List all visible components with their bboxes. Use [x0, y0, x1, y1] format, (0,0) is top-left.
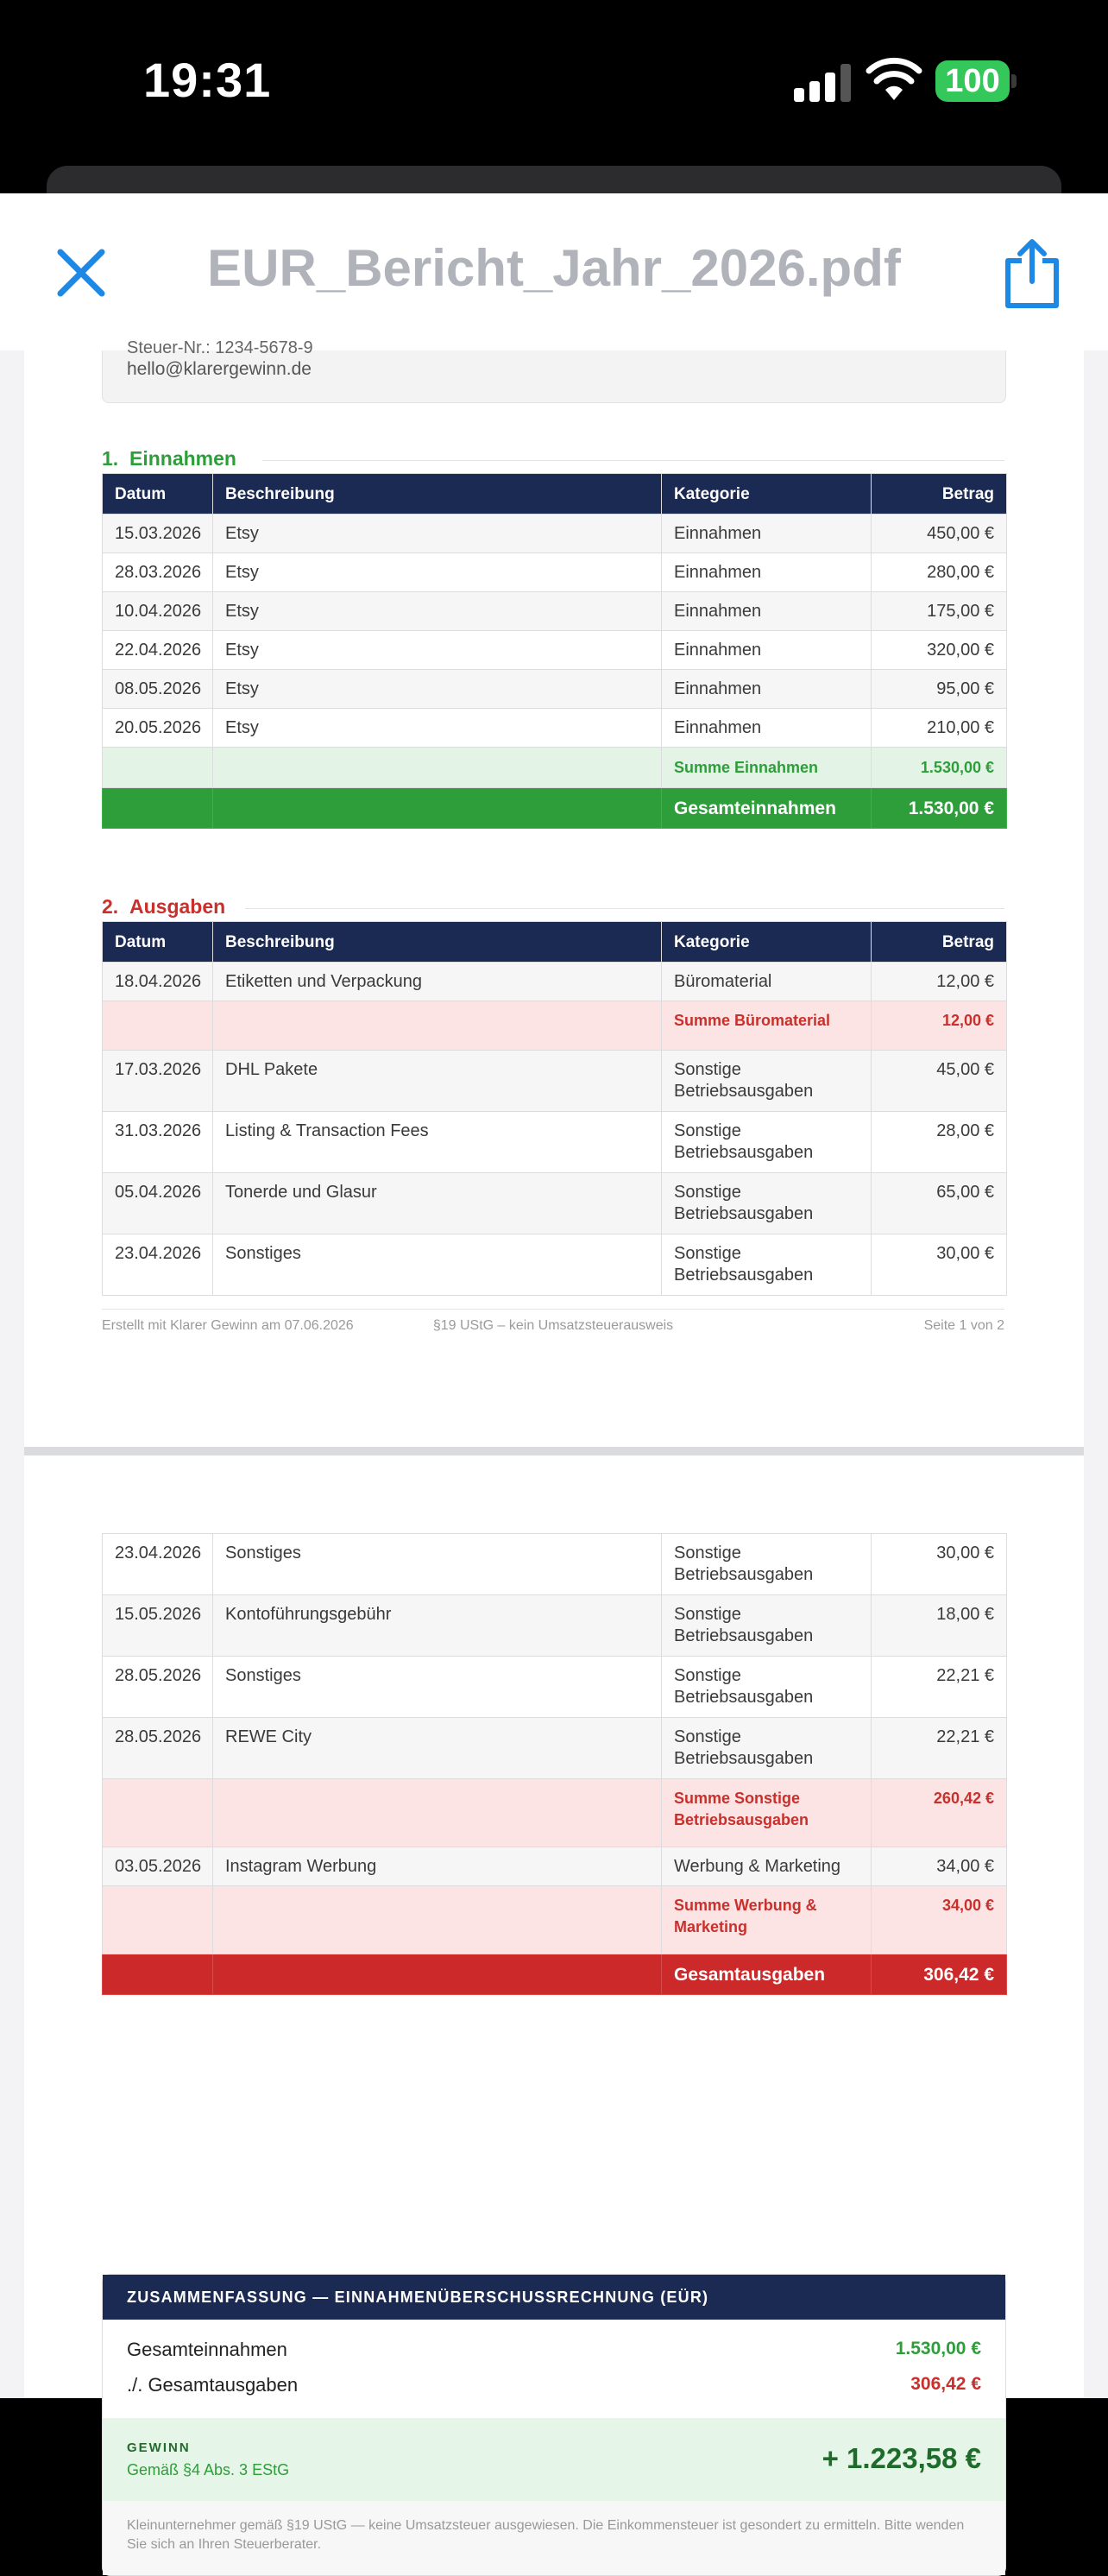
table-row: [103, 709, 1007, 748]
cell-betrag: 12,00 €: [872, 963, 1007, 1001]
cell-kategorie: Büromaterial: [662, 963, 872, 1001]
cell-datum: 18.04.2026: [103, 963, 213, 1001]
cell-beschreibung: Sonstiges: [213, 1534, 662, 1595]
ausgaben-table-page-2: [102, 1533, 1007, 1995]
header-datum: Datum: [103, 922, 213, 963]
table-row: [103, 1595, 1007, 1657]
cell-datum: 15.03.2026: [103, 515, 213, 553]
cell-beschreibung: DHL Pakete: [213, 1051, 662, 1112]
subtotal-value: 1.530,00 €: [872, 748, 1007, 788]
total-row: [103, 1954, 1007, 1995]
subtotal-value: 12,00 €: [872, 1001, 1007, 1051]
subtotal-value: 260,42 €: [872, 1779, 1007, 1847]
cell-kategorie: Einnahmen: [662, 592, 872, 631]
cell-beschreibung: Etsy: [213, 631, 662, 670]
contact-email: hello@klarergewinn.de: [127, 359, 312, 379]
cell-kategorie: Werbung & Marketing: [662, 1847, 872, 1886]
cell-beschreibung: Etsy: [213, 592, 662, 631]
gewinn-value: + 1.223,58 €: [822, 2442, 981, 2474]
cell-betrag: 45,00 €: [872, 1051, 1007, 1112]
table-row: [103, 963, 1007, 1001]
cell-kategorie-line-2: Betriebsausgaben: [674, 1204, 814, 1223]
cell-betrag: 175,00 €: [872, 592, 1007, 631]
cell-kategorie-line-2: Betriebsausgaben: [674, 1082, 814, 1101]
cell-betrag: 30,00 €: [872, 1534, 1007, 1595]
table-row: [103, 553, 1007, 592]
summary-einnahmen-label: Gesamteinnahmen: [127, 2339, 287, 2360]
cell-betrag: 95,00 €: [872, 670, 1007, 709]
cell-kategorie: [662, 1718, 872, 1779]
cell-datum: 17.03.2026: [103, 1051, 213, 1112]
footer-tax-note: §19 UStG – kein Umsatzsteuerausweis: [432, 1318, 674, 1333]
table-row: [103, 1051, 1007, 1112]
cell-kategorie: [662, 1112, 872, 1173]
navigation-bar: [0, 193, 1108, 350]
cell-betrag: 30,00 €: [872, 1234, 1007, 1296]
cell-beschreibung: Etsy: [213, 553, 662, 592]
cell-beschreibung: Etsy: [213, 515, 662, 553]
cell-empty: [213, 788, 662, 829]
table-row: [103, 1173, 1007, 1234]
section-rule: [262, 460, 1004, 461]
cell-empty: [103, 1954, 213, 1995]
subtotal-value: 34,00 €: [872, 1886, 1007, 1954]
battery-indicator: 100: [935, 60, 1010, 102]
gewinn-label: GEWINN: [127, 2440, 191, 2455]
cell-empty: [213, 1886, 662, 1954]
table-row: [103, 515, 1007, 553]
cell-kategorie-line-1: Sonstige: [674, 1060, 741, 1079]
cell-kategorie-line-2: Betriebsausgaben: [674, 1749, 814, 1768]
cell-kategorie: [662, 1051, 872, 1112]
cell-kategorie: Einnahmen: [662, 631, 872, 670]
subtotal-label-line-2: Marketing: [674, 1918, 748, 1935]
table-row: [103, 631, 1007, 670]
pdf-page-2: [24, 1455, 1084, 2552]
cell-beschreibung: Etsy: [213, 670, 662, 709]
subtotal-row: [103, 1001, 1007, 1051]
cell-empty: [103, 788, 213, 829]
cell-empty: [103, 1779, 213, 1847]
close-icon[interactable]: [54, 245, 109, 300]
subtotal-label: [662, 1779, 872, 1847]
cell-betrag: 18,00 €: [872, 1595, 1007, 1657]
share-icon[interactable]: [1001, 238, 1063, 309]
cell-kategorie-line-2: Betriebsausgaben: [674, 1565, 814, 1584]
cell-beschreibung: Listing & Transaction Fees: [213, 1112, 662, 1173]
cell-kategorie: [662, 1534, 872, 1595]
header-betrag: Betrag: [872, 922, 1007, 963]
summary-ausgaben-line: [127, 2374, 981, 2396]
footer-created: Erstellt mit Klarer Gewinn am 07.06.2026: [102, 1318, 354, 1333]
cell-datum: 05.04.2026: [103, 1173, 213, 1234]
cell-kategorie-line-1: Sonstige: [674, 1183, 741, 1202]
section-title: Ausgaben: [129, 895, 226, 918]
table-row: [103, 592, 1007, 631]
table-row: [103, 1234, 1007, 1296]
section-title: Einnahmen: [129, 447, 236, 470]
cell-datum: 15.05.2026: [103, 1595, 213, 1657]
footer-page-number: Seite 1 von 2: [923, 1318, 1004, 1333]
section-number: 1.: [102, 447, 119, 470]
cell-datum: 08.05.2026: [103, 670, 213, 709]
table-row: [103, 670, 1007, 709]
cell-betrag: 320,00 €: [872, 631, 1007, 670]
status-bar: [0, 0, 1108, 164]
cell-beschreibung: Sonstiges: [213, 1234, 662, 1296]
cell-betrag: 210,00 €: [872, 709, 1007, 748]
cell-betrag: 450,00 €: [872, 515, 1007, 553]
header-kategorie: Kategorie: [662, 474, 872, 515]
subtotal-label-line-2: Betriebsausgaben: [674, 1811, 809, 1828]
cell-datum: 23.04.2026: [103, 1234, 213, 1296]
table-row: [103, 1534, 1007, 1595]
cell-kategorie-line-2: Betriebsausgaben: [674, 1626, 814, 1645]
cell-betrag: 65,00 €: [872, 1173, 1007, 1234]
subtotal-label-line-1: Summe Werbung &: [674, 1897, 817, 1914]
page-footer: [102, 1309, 1004, 1342]
cell-beschreibung: Etsy: [213, 709, 662, 748]
section-rule: [245, 908, 1004, 909]
cell-datum: 10.04.2026: [103, 592, 213, 631]
table-row: [103, 1718, 1007, 1779]
ausgaben-table-page-1: [102, 921, 1007, 1296]
cell-kategorie-line-1: Sonstige: [674, 1244, 741, 1263]
battery-tip: [1011, 74, 1017, 88]
cell-kategorie-line-1: Sonstige: [674, 1605, 741, 1624]
subtotal-label-line-1: Summe Sonstige: [674, 1790, 801, 1807]
pdf-page-1: [24, 338, 1084, 1447]
subtotal-row: [103, 748, 1007, 788]
total-row: [103, 788, 1007, 829]
cell-kategorie-line-1: Sonstige: [674, 1544, 741, 1563]
table-row: [103, 1657, 1007, 1718]
cell-empty: [103, 1886, 213, 1954]
summary-ausgaben-value: 306,42 €: [910, 2374, 981, 2394]
cell-datum: 31.03.2026: [103, 1112, 213, 1173]
cell-kategorie: [662, 1657, 872, 1718]
wifi-icon: [866, 57, 922, 102]
gewinn-panel: [103, 2418, 1005, 2501]
total-label: Gesamtausgaben: [662, 1954, 872, 1995]
cell-empty: [213, 1001, 662, 1051]
cell-beschreibung: Kontoführungsgebühr: [213, 1595, 662, 1657]
header-kategorie: Kategorie: [662, 922, 872, 963]
subtotal-label: [662, 1886, 872, 1954]
header-beschreibung: Beschreibung: [213, 922, 662, 963]
document-title: EUR_Bericht_Jahr_2026.pdf: [207, 239, 901, 297]
cell-betrag: 28,00 €: [872, 1112, 1007, 1173]
einnahmen-table: [102, 473, 1007, 829]
cell-betrag: 280,00 €: [872, 553, 1007, 592]
section-number: 2.: [102, 895, 119, 918]
cell-empty: [213, 1779, 662, 1847]
cell-kategorie: Einnahmen: [662, 670, 872, 709]
cell-kategorie-line-2: Betriebsausgaben: [674, 1143, 814, 1162]
cell-kategorie-line-2: Betriebsausgaben: [674, 1266, 814, 1285]
cell-datum: 28.03.2026: [103, 553, 213, 592]
cell-datum: 22.04.2026: [103, 631, 213, 670]
cell-beschreibung: Tonerde und Glasur: [213, 1173, 662, 1234]
subtotal-label: Summe Büromaterial: [662, 1001, 872, 1051]
cell-datum: 20.05.2026: [103, 709, 213, 748]
table-row: [103, 1847, 1007, 1886]
section-ausgaben-heading: [102, 890, 1004, 925]
cell-beschreibung: Etiketten und Verpackung: [213, 963, 662, 1001]
cell-kategorie-line-1: Sonstige: [674, 1666, 741, 1685]
cell-datum: 23.04.2026: [103, 1534, 213, 1595]
status-time: 19:31: [143, 53, 272, 107]
cell-kategorie: [662, 1173, 872, 1234]
total-value: 306,42 €: [872, 1954, 1007, 1995]
cell-kategorie-line-1: Sonstige: [674, 1121, 741, 1140]
section-einnahmen-heading: [102, 442, 1004, 477]
summary-note: Kleinunternehmer gemäß §19 UStG — keine Umsatzsteuer ausgewiesen. Die Einkommensteuer ist gesondert zu ermitteln. Bitte wenden Sie sich an Ihren Steuerberater.: [127, 2518, 965, 2552]
pdf-preview-sheet: [0, 193, 1108, 2552]
summary-einnahmen-value: 1.530,00 €: [895, 2339, 981, 2358]
cell-kategorie: [662, 1234, 872, 1296]
cell-beschreibung: Instagram Werbung: [213, 1847, 662, 1886]
gewinn-subtitle: Gemäß §4 Abs. 3 EStG: [127, 2461, 290, 2478]
cellular-signal-icon: [792, 62, 854, 104]
contact-tax-number: Steuer-Nr.: 1234-5678-9: [127, 338, 313, 357]
subtotal-label: Summe Einnahmen: [662, 748, 872, 788]
cell-betrag: 22,21 €: [872, 1657, 1007, 1718]
cell-betrag: 34,00 €: [872, 1847, 1007, 1886]
cell-datum: 28.05.2026: [103, 1718, 213, 1779]
header-betrag: Betrag: [872, 474, 1007, 515]
summary-header: ZUSAMMENFASSUNG — EINNAHMENÜBERSCHUSSRECHNUNG (EÜR): [103, 2275, 1005, 2320]
cell-beschreibung: Sonstiges: [213, 1657, 662, 1718]
cell-betrag: 22,21 €: [872, 1718, 1007, 1779]
summary-einnahmen-line: [127, 2339, 981, 2361]
cell-empty: [213, 1954, 662, 1995]
summary-ausgaben-label: ./. Gesamtausgaben: [127, 2374, 299, 2396]
cell-datum: 03.05.2026: [103, 1847, 213, 1886]
total-value: 1.530,00 €: [872, 788, 1007, 829]
cell-beschreibung: REWE City: [213, 1718, 662, 1779]
cell-kategorie: Einnahmen: [662, 553, 872, 592]
subtotal-row: [103, 1779, 1007, 1847]
document-scroll-area[interactable]: [0, 338, 1108, 2552]
subtotal-row: [103, 1886, 1007, 1954]
cell-datum: 28.05.2026: [103, 1657, 213, 1718]
contact-box: [102, 338, 1006, 403]
cell-kategorie-line-1: Sonstige: [674, 1727, 741, 1746]
table-row: [103, 1112, 1007, 1173]
header-datum: Datum: [103, 474, 213, 515]
cell-kategorie: Einnahmen: [662, 709, 872, 748]
cell-empty: [213, 748, 662, 788]
total-label: Gesamteinnahmen: [662, 788, 872, 829]
summary-box: [102, 2274, 1006, 2576]
cell-empty: [103, 748, 213, 788]
header-beschreibung: Beschreibung: [213, 474, 662, 515]
cell-kategorie: [662, 1595, 872, 1657]
cell-kategorie: Einnahmen: [662, 515, 872, 553]
cell-empty: [103, 1001, 213, 1051]
page-break: [24, 1447, 1084, 1455]
cell-kategorie-line-2: Betriebsausgaben: [674, 1688, 814, 1707]
